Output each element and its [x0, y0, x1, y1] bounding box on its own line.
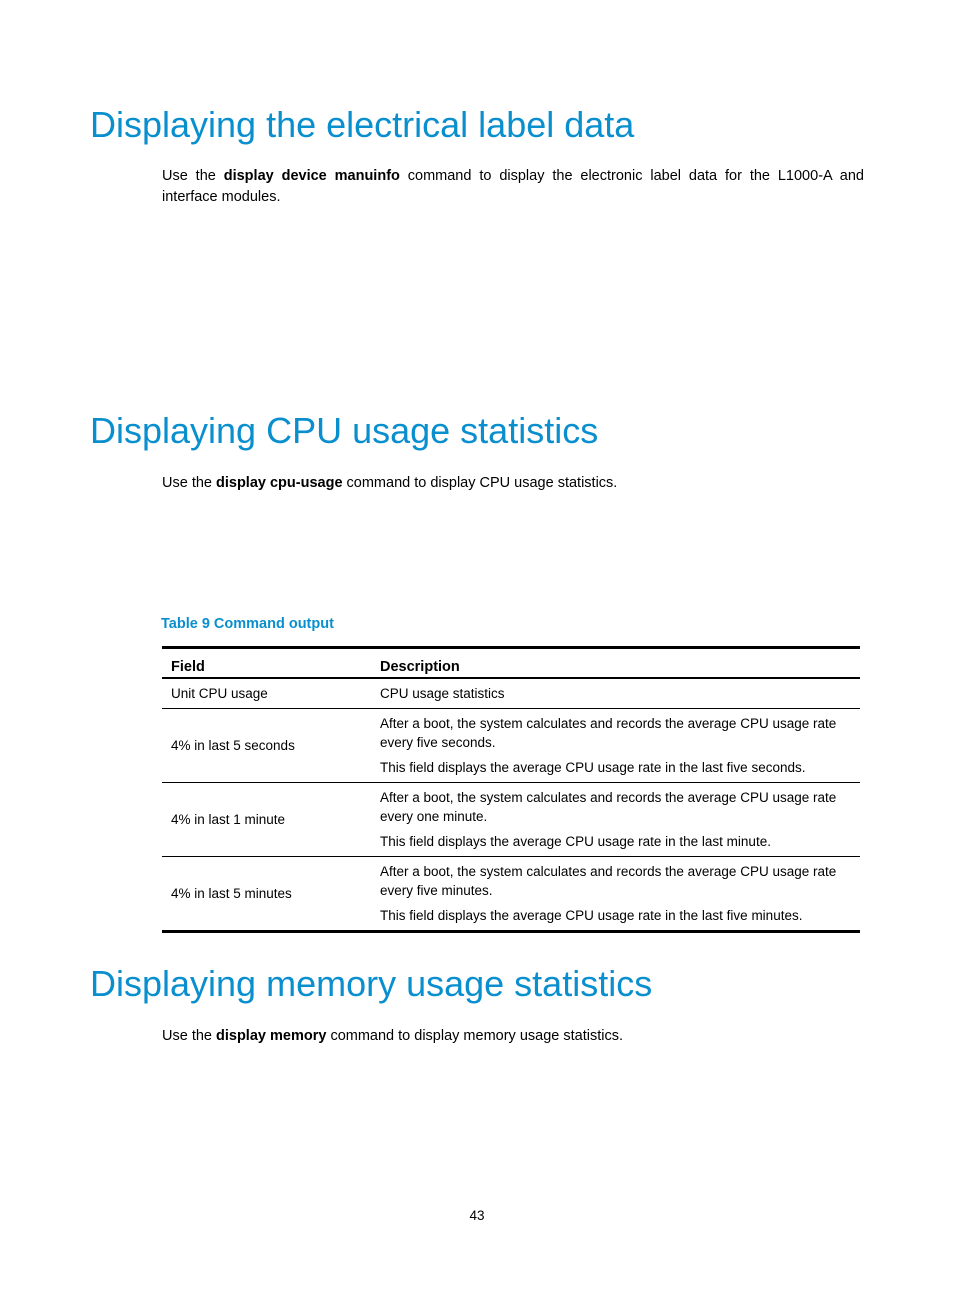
column-header-field: Field	[162, 648, 371, 679]
paragraph-text: command to display CPU usage statistics.	[342, 475, 618, 491]
description-cell	[371, 783, 860, 857]
description-cell	[371, 857, 860, 932]
command-name: display memory	[216, 1028, 327, 1044]
description-text: CPU usage statistics	[380, 686, 505, 701]
table-caption: Table 9 Command output	[161, 616, 334, 632]
description-text: This field displays the average CPU usage rate in the last minute.	[380, 834, 771, 849]
command-name: display cpu-usage	[216, 475, 343, 491]
paragraph-text: Use the	[162, 475, 216, 491]
description-text: After a boot, the system calculates and records the average CPU usage rate every five seconds.	[380, 716, 837, 750]
field-cell: 4% in last 1 minute	[162, 783, 371, 857]
table-row	[162, 783, 860, 857]
table-row	[162, 709, 860, 783]
table-row	[162, 678, 860, 709]
paragraph-text: command to display the electronic label data for the L1000-A and interface modules.	[162, 168, 864, 205]
heading-memory-usage: Displaying memory usage statistics	[90, 963, 653, 1004]
description-text: After a boot, the system calculates and records the average CPU usage rate every one minute.	[380, 790, 837, 824]
field-cell: 4% in last 5 minutes	[162, 857, 371, 932]
paragraph-memory-usage	[162, 1026, 864, 1047]
column-header-description: Description	[371, 648, 860, 679]
paragraph-text: Use the	[162, 1028, 216, 1044]
page-number: 43	[469, 1208, 485, 1223]
field-cell: 4% in last 5 seconds	[162, 709, 371, 783]
paragraph-text: command to display memory usage statistics.	[326, 1028, 623, 1044]
description-cell	[371, 709, 860, 783]
heading-electrical-label: Displaying the electrical label data	[90, 104, 635, 145]
table-header-row	[162, 648, 860, 679]
description-text: After a boot, the system calculates and records the average CPU usage rate every five minutes.	[380, 864, 837, 898]
description-text: This field displays the average CPU usage rate in the last five minutes.	[380, 908, 803, 923]
paragraph-text: Use the	[162, 168, 224, 184]
table-row	[162, 857, 860, 932]
command-name: display device manuinfo	[223, 168, 400, 184]
description-text: This field displays the average CPU usage rate in the last five seconds.	[380, 760, 806, 775]
heading-cpu-usage: Displaying CPU usage statistics	[90, 410, 599, 451]
command-output-table	[162, 646, 860, 933]
paragraph-cpu-usage	[162, 473, 864, 494]
paragraph-electrical-label	[162, 166, 864, 208]
field-cell: Unit CPU usage	[171, 686, 268, 701]
description-cell	[371, 678, 860, 709]
